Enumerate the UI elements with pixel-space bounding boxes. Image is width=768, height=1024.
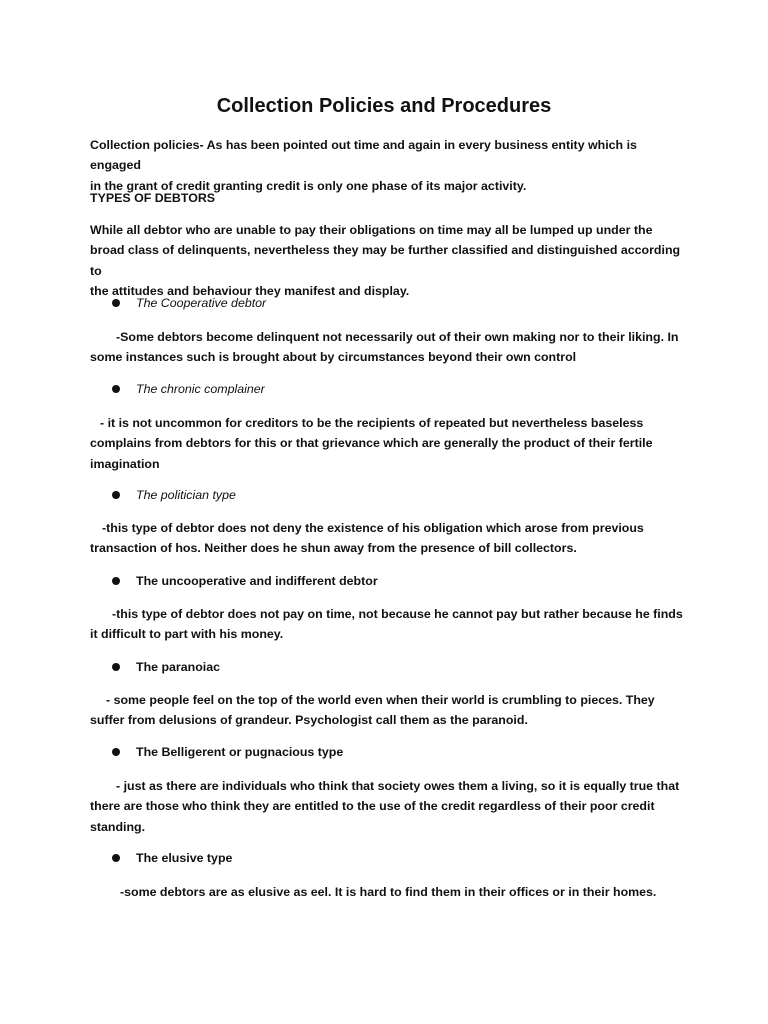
bullet-item [110,848,670,868]
lead-line: broad class of delinquents, nevertheless they may be further classified and distinguished according to [90,243,681,278]
description-line: - it is not uncommon for creditors to be the recipients of repeated but nevertheless baseless [100,416,644,430]
bullet-dot-icon [112,748,120,756]
debtor-type-description [90,604,690,645]
debtor-type-label: The paranoiac [136,660,221,674]
debtor-type-label: The uncooperative and indifferent debtor [136,574,378,588]
debtor-type-label: The chronic complainer [136,382,265,396]
bullet-dot-icon [112,299,120,307]
bullet-dot-icon [112,577,120,585]
description-line: -this type of debtor does not deny the existence of his obligation which arose from previous [102,521,644,535]
lead-line: While all debtor who are unable to pay their obligations on time may all be lumped up under the [90,223,653,237]
intro-line: Collection policies- As has been pointed out time and again in every business entity which is engaged [90,138,637,173]
debtor-type-description [90,690,690,731]
bullet-dot-icon [112,854,120,862]
types-heading: TYPES OF DEBTORS [90,191,216,205]
description-line: - just as there are individuals who think that society owes them a living, so it is equally true that [116,779,680,793]
bullet-dot-icon [112,663,120,671]
debtor-type-description [90,518,690,559]
debtor-type-label: The politician type [136,488,236,502]
bullet-dot-icon [112,491,120,499]
description-line: there are those who think they are entitled to the use of the credit regardless of their poor credit [90,799,655,814]
description-line: complains from debtors for this or that grievance which are generally the product of their fertile [90,436,653,451]
description-line: imagination [90,456,160,471]
intro-line: in the grant of credit granting credit is only one phase of its major activity. [90,178,527,193]
bullet-item [110,379,670,399]
debtor-type-description [90,776,690,837]
debtor-type-description [90,413,690,474]
bullet-item [110,657,670,677]
bullet-item [110,742,670,762]
debtor-type-label: The elusive type [136,851,233,865]
debtor-type-label: The Cooperative debtor [136,296,267,310]
lead-line: the attitudes and behaviour they manifest and display. [90,283,410,298]
intro-paragraph [90,135,690,196]
description-line: suffer from delusions of grandeur. Psychologist call them as the paranoid. [90,713,528,728]
description-line: it difficult to part with his money. [90,627,284,642]
lead-paragraph [90,220,690,301]
bullet-item [110,293,670,313]
description-line: - some people feel on the top of the world even when their world is crumbling to pieces. They [106,693,655,707]
bullet-dot-icon [112,385,120,393]
debtor-type-description [90,882,690,902]
bullet-item [110,571,670,591]
page-title: Collection Policies and Procedures [216,95,552,117]
description-line: some instances such is brought about by circumstances beyond their own control [90,350,577,365]
description-line: -Some debtors become delinquent not necessarily out of their own making nor to their liking. In [116,330,679,344]
description-line: transaction of hos. Neither does he shun away from the presence of bill collectors. [90,541,577,556]
bullet-item [110,485,670,505]
description-line: standing. [90,819,146,834]
description-line: -this type of debtor does not pay on time, not because he cannot pay but rather because he finds [112,607,683,621]
debtor-type-label: The Belligerent or pugnacious type [136,745,344,759]
description-line: -some debtors are as elusive as eel. It is hard to find them in their offices or in their homes. [120,885,657,899]
debtor-type-description [90,327,690,368]
